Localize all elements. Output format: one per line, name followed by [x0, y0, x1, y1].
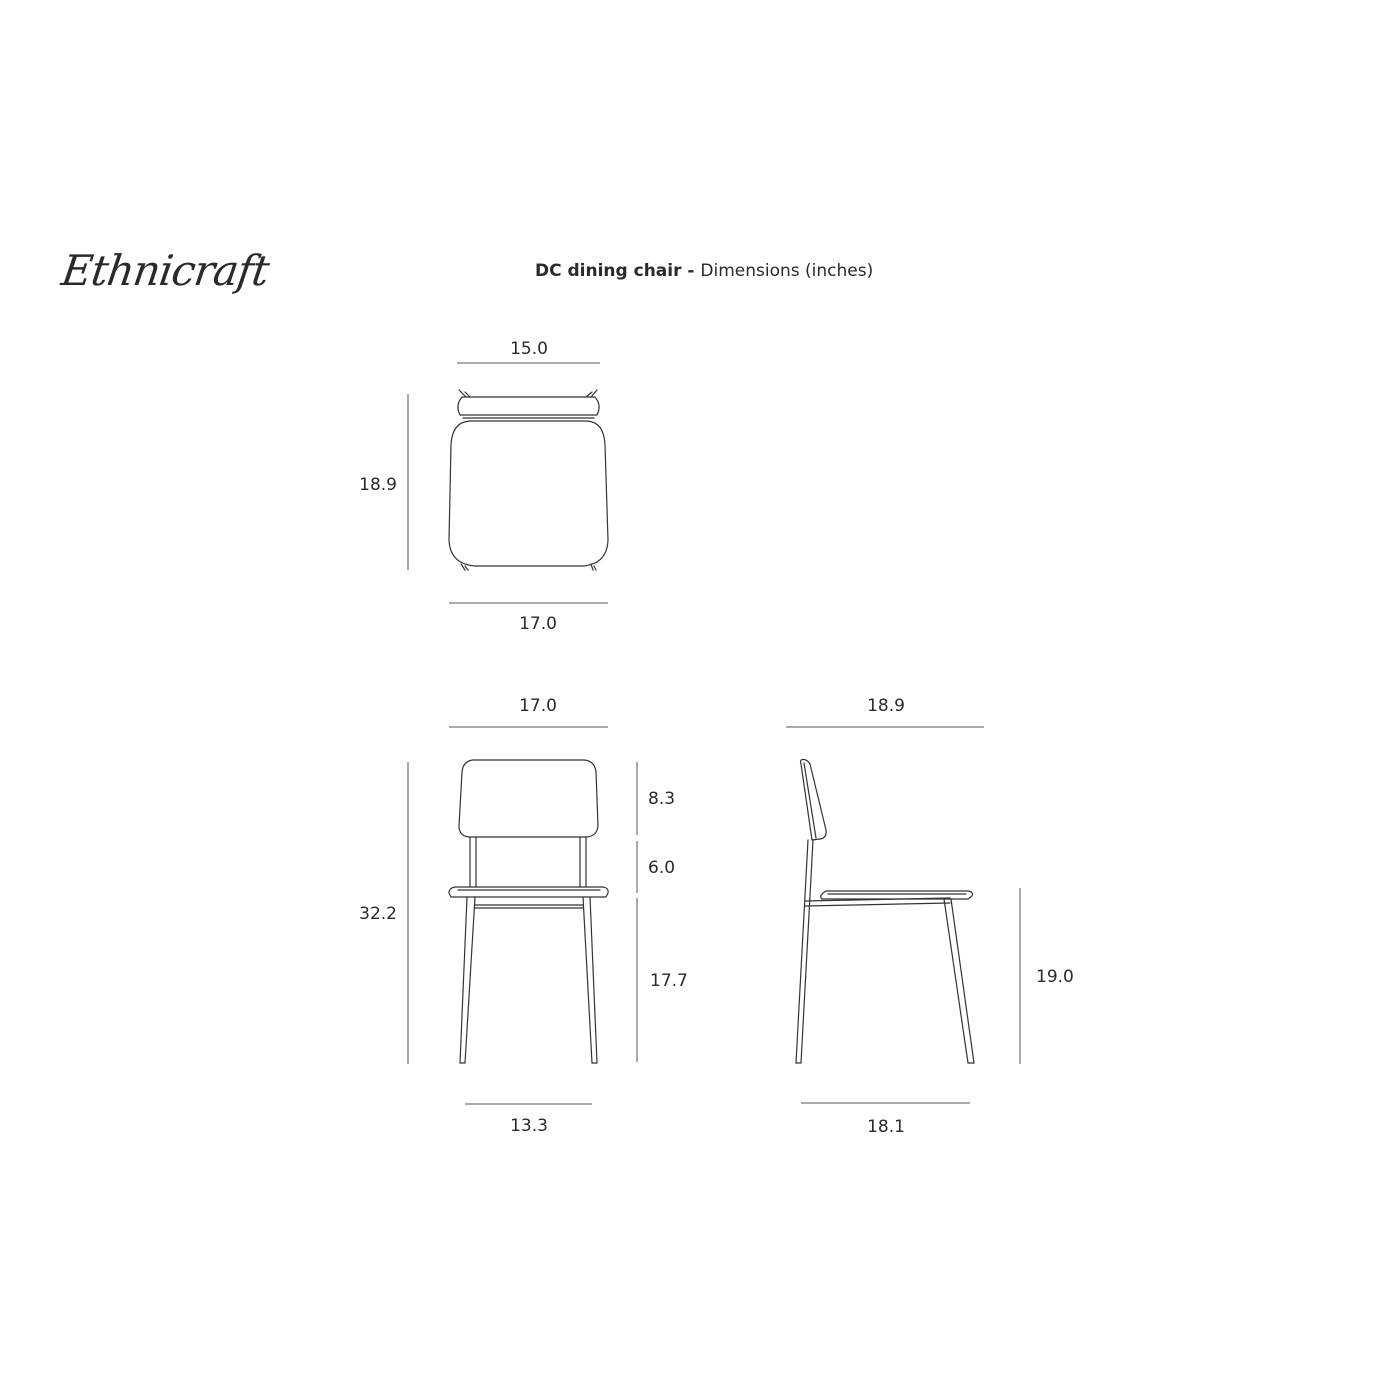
front-view	[359, 696, 688, 1136]
side-seat-height-label: 19.0	[1036, 967, 1074, 987]
top-width-back-label: 15.0	[510, 339, 548, 359]
top-view	[359, 339, 608, 634]
top-depth-label: 18.9	[359, 475, 397, 495]
title-separator: -	[681, 261, 701, 281]
front-total-height-label: 32.2	[359, 904, 397, 924]
side-depth-label: 18.9	[867, 696, 905, 716]
brand-logo: Ethnicraft	[58, 246, 272, 295]
front-gap-height-label: 6.0	[648, 858, 676, 878]
product-name: DC dining chair	[535, 261, 682, 281]
front-backrest-height-label: 8.3	[648, 789, 676, 809]
front-seat-height-label: 17.7	[650, 971, 688, 991]
side-view-chair	[796, 760, 974, 1064]
front-view-chair	[449, 760, 608, 1063]
side-leg-span-label: 18.1	[867, 1117, 905, 1137]
front-width-label: 17.0	[519, 696, 557, 716]
front-leg-span-label: 13.3	[510, 1116, 548, 1136]
top-view-chair	[449, 390, 608, 570]
title-subtitle: Dimensions (inches)	[700, 261, 874, 281]
side-view	[786, 696, 1074, 1137]
top-width-seat-label: 17.0	[519, 614, 557, 634]
